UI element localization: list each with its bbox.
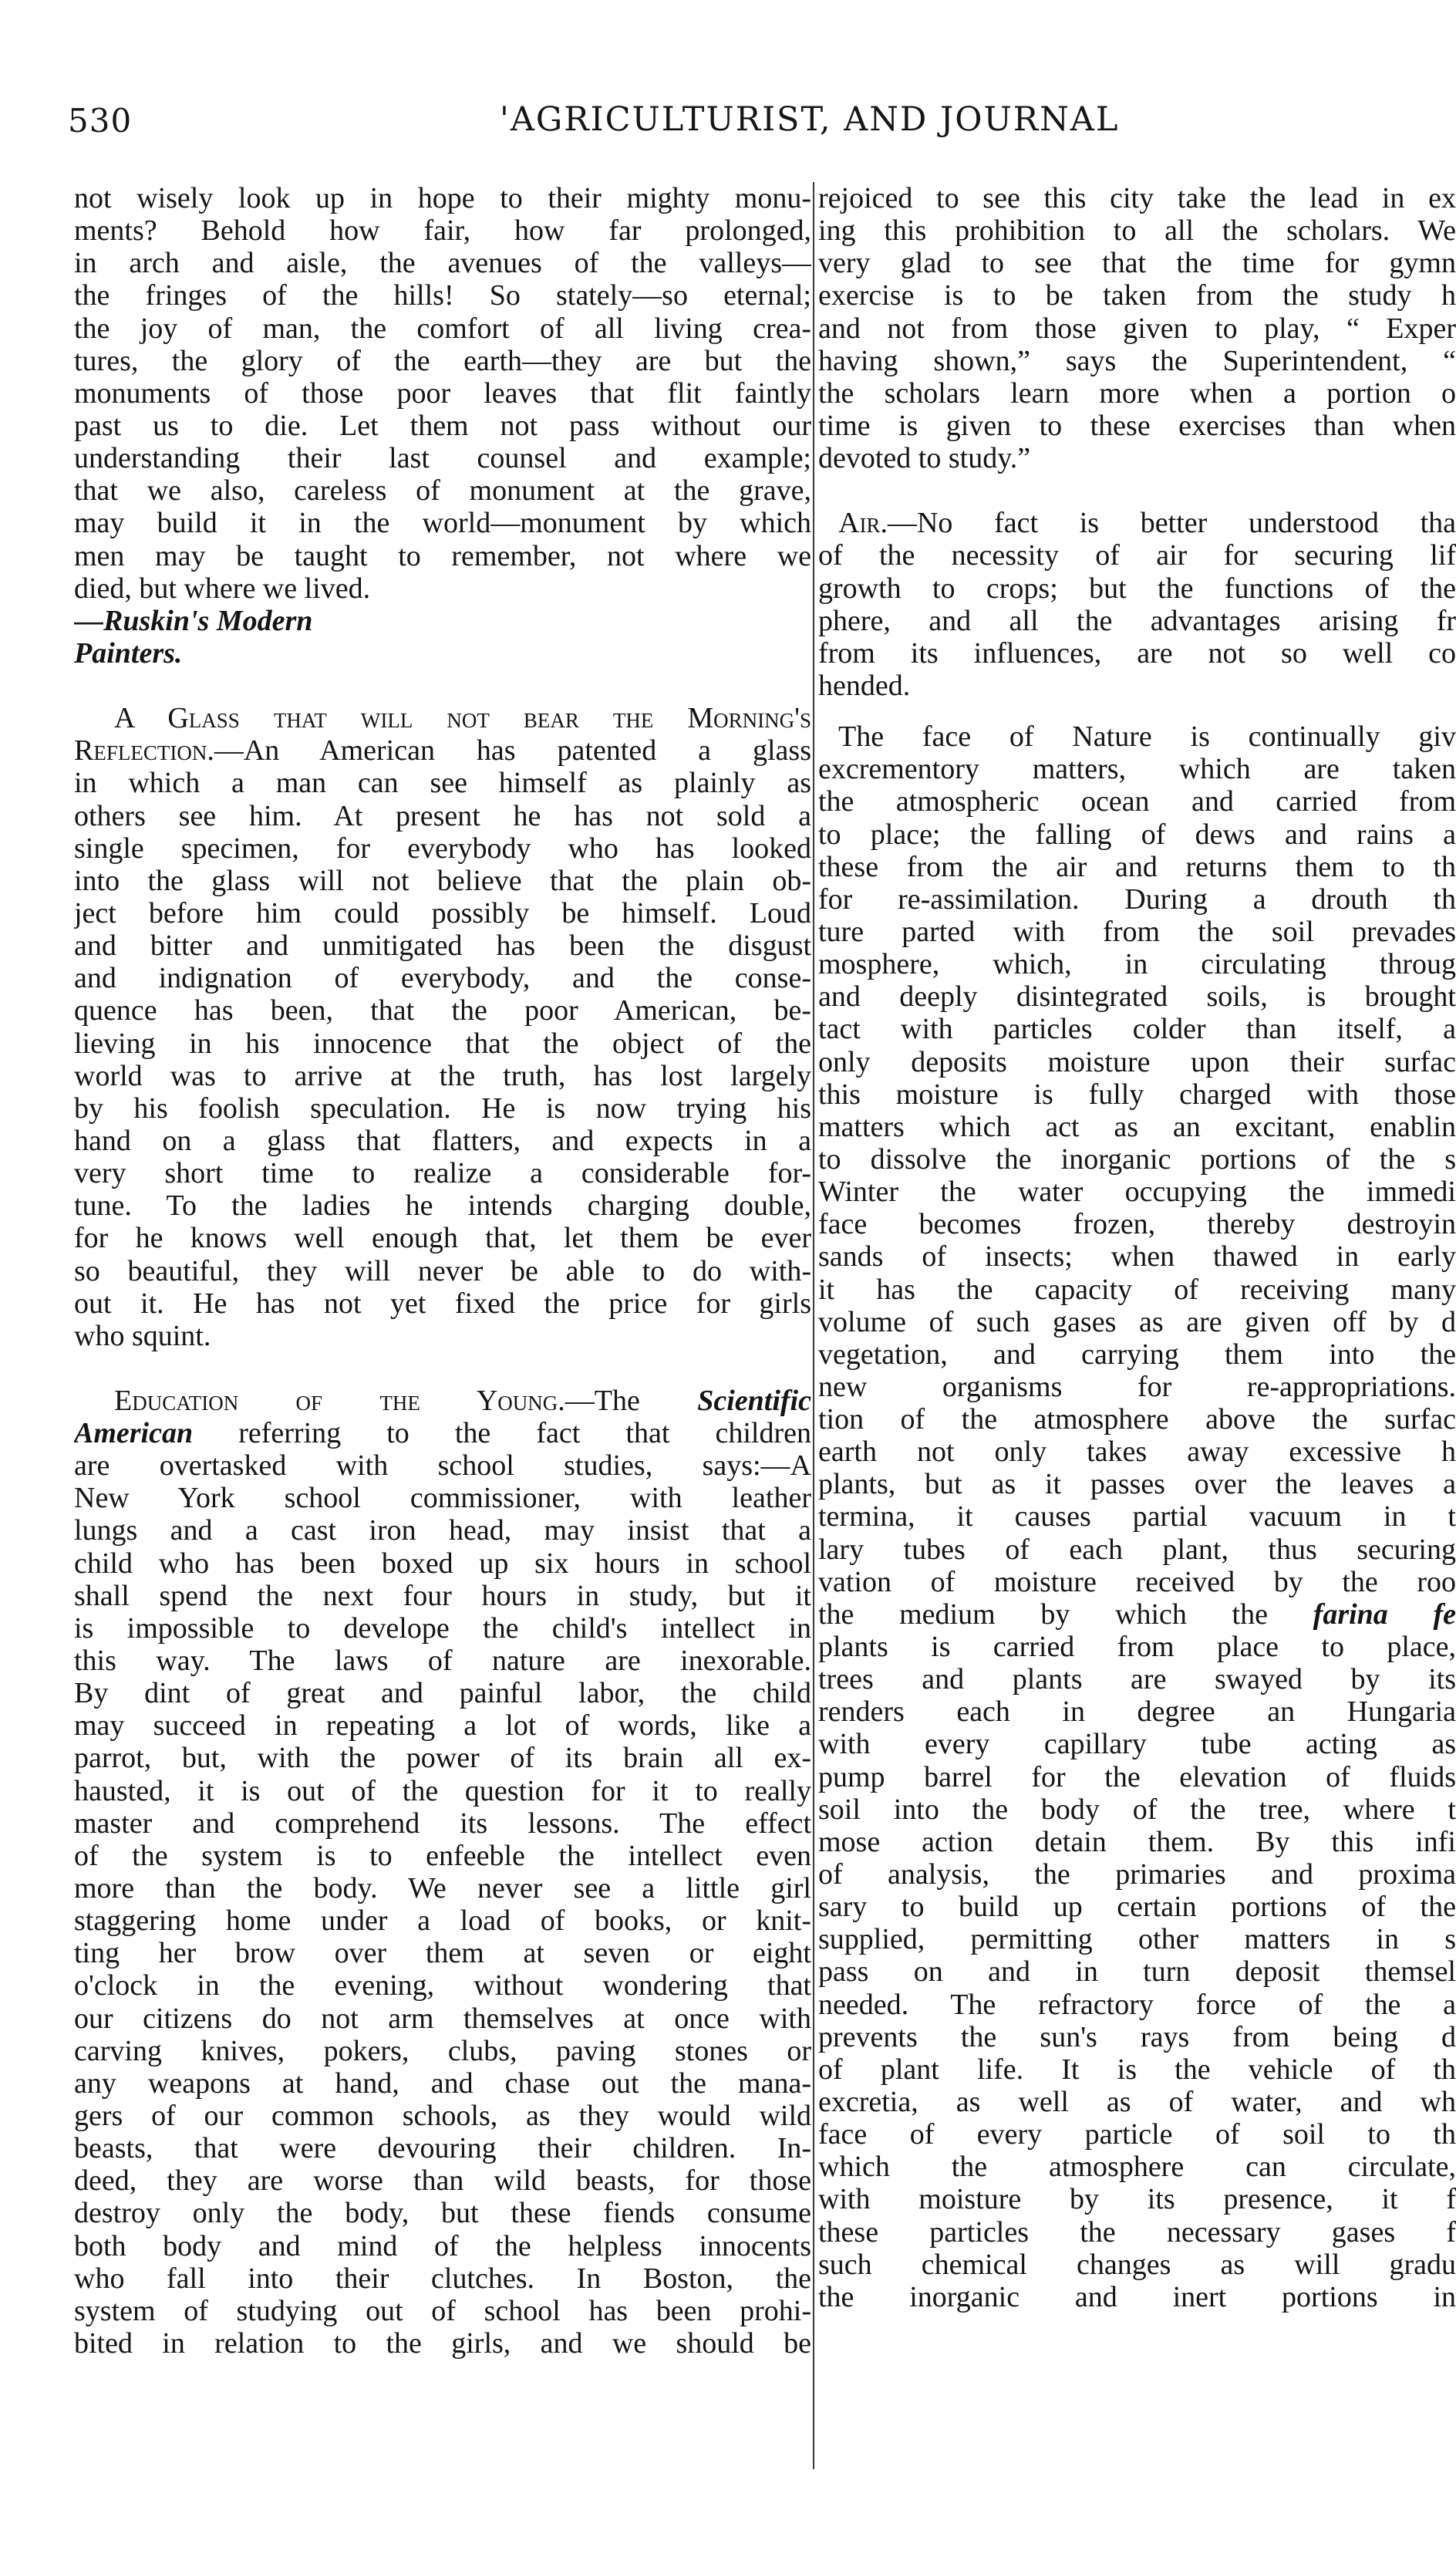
text-line: by his foolish speculation. He is now trying his <box>74 1091 811 1125</box>
text-line: and not from those given to play, “ Exper <box>818 312 1456 345</box>
article-gap-3 <box>818 474 1456 507</box>
text-line: this way. The laws of nature are inexorable. <box>74 1645 811 1678</box>
text-line: devoted to study.” <box>818 442 1031 475</box>
text-line: may succeed in repeating a lot of words, like a <box>74 1709 811 1743</box>
american-italic: American <box>74 1417 194 1450</box>
text-line: New York school commissioner, with leather <box>74 1482 811 1515</box>
text-line: tact with particles colder than itself, a <box>818 1013 1456 1046</box>
text-line: o'clock in the evening, without wondering that <box>74 1969 811 2002</box>
text-line: soil into the body of the tree, where t <box>818 1793 1456 1826</box>
text-line: destroy only the body, but these fiends consume <box>74 2197 811 2230</box>
education-second-line <box>74 1417 811 1449</box>
text-line: new organisms for re-appropriations. <box>818 1370 1456 1403</box>
text-line: out it. He has not yet fixed the price for girls <box>74 1287 811 1320</box>
text-line: ture parted with from the soil prevades <box>818 915 1456 948</box>
text-line: lieving in his innocence that the object of the <box>74 1027 811 1060</box>
ruskin-passage <box>74 182 811 670</box>
text-line: with moisture by its presence, it f <box>818 2183 1456 2216</box>
text-line: bited in relation to the girls, and we should be <box>74 2327 811 2360</box>
text-line: hended. <box>818 669 911 702</box>
text-line: the scholars learn more when a portion o <box>818 376 1456 410</box>
text-line: hand on a glass that flatters, and expects in a <box>74 1124 811 1157</box>
text-line: child who has been boxed up six hours in school <box>74 1547 811 1580</box>
text-line: tune. To the ladies he intends charging double, <box>74 1189 811 1223</box>
column-rule <box>813 182 814 2469</box>
text-line: prevents the sun's rays from being d <box>818 2020 1456 2053</box>
glass-title-2: Reflection. <box>74 734 214 768</box>
text-line: to place; the falling of dews and rains a <box>818 818 1456 851</box>
text-line: of plant life. It is the vehicle of th <box>818 2053 1456 2086</box>
text-line: growth to crops; but the functions of the <box>818 572 1456 605</box>
air-article <box>818 507 1456 702</box>
article-gap <box>74 670 811 702</box>
text-line: both body and mind of the helpless innocents <box>74 2229 811 2262</box>
text-line: the inorganic and inert portions in <box>818 2280 1456 2313</box>
text-line: shall spend the next four hours in study, but it <box>74 1579 811 1612</box>
glass-title-line-2 <box>74 734 811 767</box>
education-article <box>74 1385 811 2360</box>
text-line: deed, they are worse than wild beasts, for those <box>74 2164 811 2198</box>
text-line: supplied, permitting other matters in s <box>818 1923 1456 1956</box>
text-line: ing this prohibition to all the scholars. We <box>818 214 1456 248</box>
text-line: beasts, that were devouring their children. In- <box>74 2132 811 2165</box>
text-line: in which a man can see himself as plainly as <box>74 767 811 800</box>
text-line: time is given to these exercises than when <box>818 409 1456 442</box>
text-line: to dissolve the inorganic portions of the s <box>818 1142 1456 1176</box>
text-line: of analysis, the primaries and proxima <box>818 1858 1456 1891</box>
text-line: these particles the necessary gases f <box>818 2215 1456 2249</box>
ruskin-attribution: —Ruskin's Modern <box>74 604 313 637</box>
text-line: monuments of those poor leaves that flit faintly <box>74 376 811 410</box>
text-line: the fringes of the hills! So stately—so eternal; <box>74 279 811 312</box>
ruskin-lines <box>74 182 811 605</box>
text-line: plants, but as it passes over the leaves a <box>818 1468 1456 1501</box>
text-line: such chemical changes as will gradu <box>818 2248 1456 2281</box>
text-line: face becomes frozen, thereby destroyin <box>818 1208 1456 1241</box>
ruskin-attribution-2: Painters. <box>74 636 183 670</box>
farina-pre: the medium by which the <box>818 1597 1268 1631</box>
scientific-italic: Scientific <box>697 1384 811 1417</box>
text-line: staggering home under a load of books, or knit- <box>74 1904 811 1938</box>
text-line: of the system is to enfeeble the intellect even <box>74 1839 811 1872</box>
text-line: system of studying out of school has been prohi- <box>74 2294 811 2327</box>
text-line: and deeply disintegrated soils, is brought <box>818 980 1456 1014</box>
text-line: not wisely look up in hope to their mighty monu- <box>74 182 811 214</box>
text-line: understanding their last counsel and example; <box>74 442 811 475</box>
text-line: in arch and aisle, the avenues of the valleys— <box>74 247 811 280</box>
text-line: are overtasked with school studies, says:—A <box>74 1449 811 1483</box>
ruskin-attribution-line <box>74 605 811 637</box>
continuation-lines <box>818 182 1456 474</box>
text-line: our citizens do not arm themselves at once with <box>74 2002 811 2035</box>
text-line: pass on and in turn deposit themsel <box>818 1955 1456 1989</box>
air-title: Air. <box>838 507 888 540</box>
left-column <box>74 182 811 2360</box>
text-line: with every capillary tube acting as <box>818 1728 1456 1761</box>
text-line: By dint of great and painful labor, the child <box>74 1677 811 1710</box>
text-line: The face of Nature is continually giv <box>838 720 1456 754</box>
text-line: the joy of man, the comfort of all living crea- <box>74 312 811 345</box>
text-line: that we also, careless of monument at the grave, <box>74 474 811 508</box>
article-gap-4 <box>818 702 1456 720</box>
education-title: Education of the Young. <box>114 1384 565 1417</box>
text-line: needed. The refractory force of the a <box>818 1988 1456 2021</box>
text-line: very short time to realize a considerable for- <box>74 1157 811 1190</box>
text-line: who fall into their clutches. In Boston, the <box>74 2262 811 2295</box>
text-line: tion of the atmosphere above the surfac <box>818 1403 1456 1436</box>
education-first-rest: —The <box>565 1384 640 1417</box>
page-header <box>68 93 1441 147</box>
air-title-line <box>818 507 1456 539</box>
air-lines <box>818 539 1456 702</box>
text-line: Winter the water occupying the immedi <box>818 1176 1456 1209</box>
air-first-rest: —No fact is better understood tha <box>887 507 1456 540</box>
text-line: lary tubes of each plant, thus securing <box>818 1533 1456 1566</box>
farina-line <box>818 1598 1456 1631</box>
text-line: pump barrel for the elevation of fluids <box>818 1760 1456 1793</box>
education-lines <box>74 1449 811 2360</box>
text-line: gers of our common schools, as they would wild <box>74 2100 811 2133</box>
text-line: exercise is to be taken from the study h <box>818 279 1456 312</box>
text-line: it has the capacity of receiving many <box>818 1273 1456 1306</box>
text-line: having shown,” says the Superintendent, “ <box>818 344 1456 377</box>
right-column <box>818 182 1456 2313</box>
glass-title: A Glass that will not bear the Morning's <box>114 702 811 735</box>
glass-first-line: —An American has patented a glass <box>214 734 811 768</box>
text-line: trees and plants are swayed by its <box>818 1663 1456 1696</box>
text-line: and bitter and unmitigated has been the disgust <box>74 929 811 963</box>
text-line: plants is carried from place to place, <box>818 1631 1456 1664</box>
text-line: lungs and a cast iron head, may insist that a <box>74 1514 811 1547</box>
text-line: died, but where we lived. <box>74 572 371 605</box>
text-line: mose action detain them. By this infi <box>818 1825 1456 1858</box>
glass-article <box>74 702 811 1352</box>
text-line: which the atmosphere can circulate, <box>818 2151 1456 2184</box>
text-line: renders each in degree an Hungaria <box>818 1695 1456 1729</box>
text-line: any weapons at hand, and chase out the mana- <box>74 2066 811 2100</box>
text-line: who squint. <box>74 1319 211 1352</box>
text-line: face of every particle of soil to th <box>818 2118 1456 2151</box>
text-line: volume of such gases as are given off by d <box>818 1305 1456 1338</box>
running-title: 'AGRICULTURIST, AND JOURNAL <box>500 100 1120 139</box>
text-line: hausted, it is out of the question for it to really <box>74 1774 811 1807</box>
text-line: phere, and all the advantages arising fr <box>818 604 1456 637</box>
text-line: from its influences, are not so well co <box>818 636 1456 670</box>
text-line: quence has been, that the poor American, be- <box>74 994 811 1027</box>
text-line: past us to die. Let them not pass without our <box>74 409 811 442</box>
text-line: carving knives, pokers, clubs, paving stones or <box>74 2034 811 2067</box>
text-line: rejoiced to see this city take the lead in ex <box>818 182 1456 214</box>
text-line: ments? Behold how fair, how far prolonged, <box>74 214 811 248</box>
text-line: ting her brow over them at seven or eight <box>74 1937 811 1970</box>
nature-article <box>818 720 1456 2313</box>
text-line: more than the body. We never see a little girl <box>74 1872 811 1905</box>
ruskin-attribution-line-2 <box>74 637 811 670</box>
text-line: others see him. At present he has not sold a <box>74 799 811 832</box>
text-line: master and comprehend its lessons. The effect <box>74 1807 811 1840</box>
text-line: for he knows well enough that, let them be ever <box>74 1222 811 1255</box>
text-line: world was to arrive at the truth, has lost largely <box>74 1059 811 1092</box>
glass-title-line <box>74 702 811 734</box>
text-line: excrementory matters, which are taken <box>818 753 1456 786</box>
text-line: excretia, as well as of water, and wh <box>818 2086 1456 2119</box>
text-line: and indignation of everybody, and the conse- <box>74 962 811 995</box>
text-line: vegetation, and carrying them into the <box>818 1338 1456 1371</box>
nature-lines-2 <box>818 1631 1456 2313</box>
text-line: may build it in the world—monument by which <box>74 507 811 540</box>
text-line: is impossible to develope the child's intellect in <box>74 1611 811 1645</box>
text-line: this moisture is fully charged with those <box>818 1078 1456 1111</box>
farina-italic: farina fe <box>1313 1597 1456 1631</box>
text-line: for re-assimilation. During a drouth th <box>818 882 1456 916</box>
text-line: matters which act as an excitant, enablin <box>818 1110 1456 1143</box>
education-title-line <box>74 1385 811 1417</box>
text-line: tures, the glory of the earth—they are but the <box>74 344 811 377</box>
glass-lines <box>74 767 811 1352</box>
education-second-rest: referring to the fact that children <box>238 1417 811 1450</box>
text-line: sary to build up certain portions of the <box>818 1891 1456 1924</box>
text-line: these from the air and returns them to th <box>818 850 1456 883</box>
text-line: mosphere, which, in circulating throug <box>818 948 1456 981</box>
text-line: into the glass will not believe that the plain ob- <box>74 864 811 897</box>
text-line: the atmospheric ocean and carried from <box>818 785 1456 818</box>
page-number: 530 <box>68 102 133 140</box>
text-line: termina, it causes partial vacuum in t <box>818 1500 1456 1533</box>
nature-lines <box>818 720 1456 1598</box>
text-line: very glad to see that the time for gymn <box>818 247 1456 280</box>
text-line: vation of moisture received by the roo <box>818 1565 1456 1598</box>
text-line: sands of insects; when thawed in early <box>818 1240 1456 1274</box>
text-line: men may be taught to remember, not where we <box>74 539 811 572</box>
text-line: parrot, but, with the power of its brain all ex- <box>74 1742 811 1775</box>
text-line: single specimen, for everybody who has looked <box>74 832 811 865</box>
text-line: only deposits moisture upon their surfac <box>818 1045 1456 1078</box>
text-line: so beautiful, they will never be able to do with- <box>74 1254 811 1287</box>
text-line: earth not only takes away excessive h <box>818 1436 1456 1469</box>
text-line: ject before him could possibly be himself. Loud <box>74 896 811 929</box>
article-gap-2 <box>74 1352 811 1385</box>
text-line: of the necessity of air for securing lif <box>818 539 1456 572</box>
